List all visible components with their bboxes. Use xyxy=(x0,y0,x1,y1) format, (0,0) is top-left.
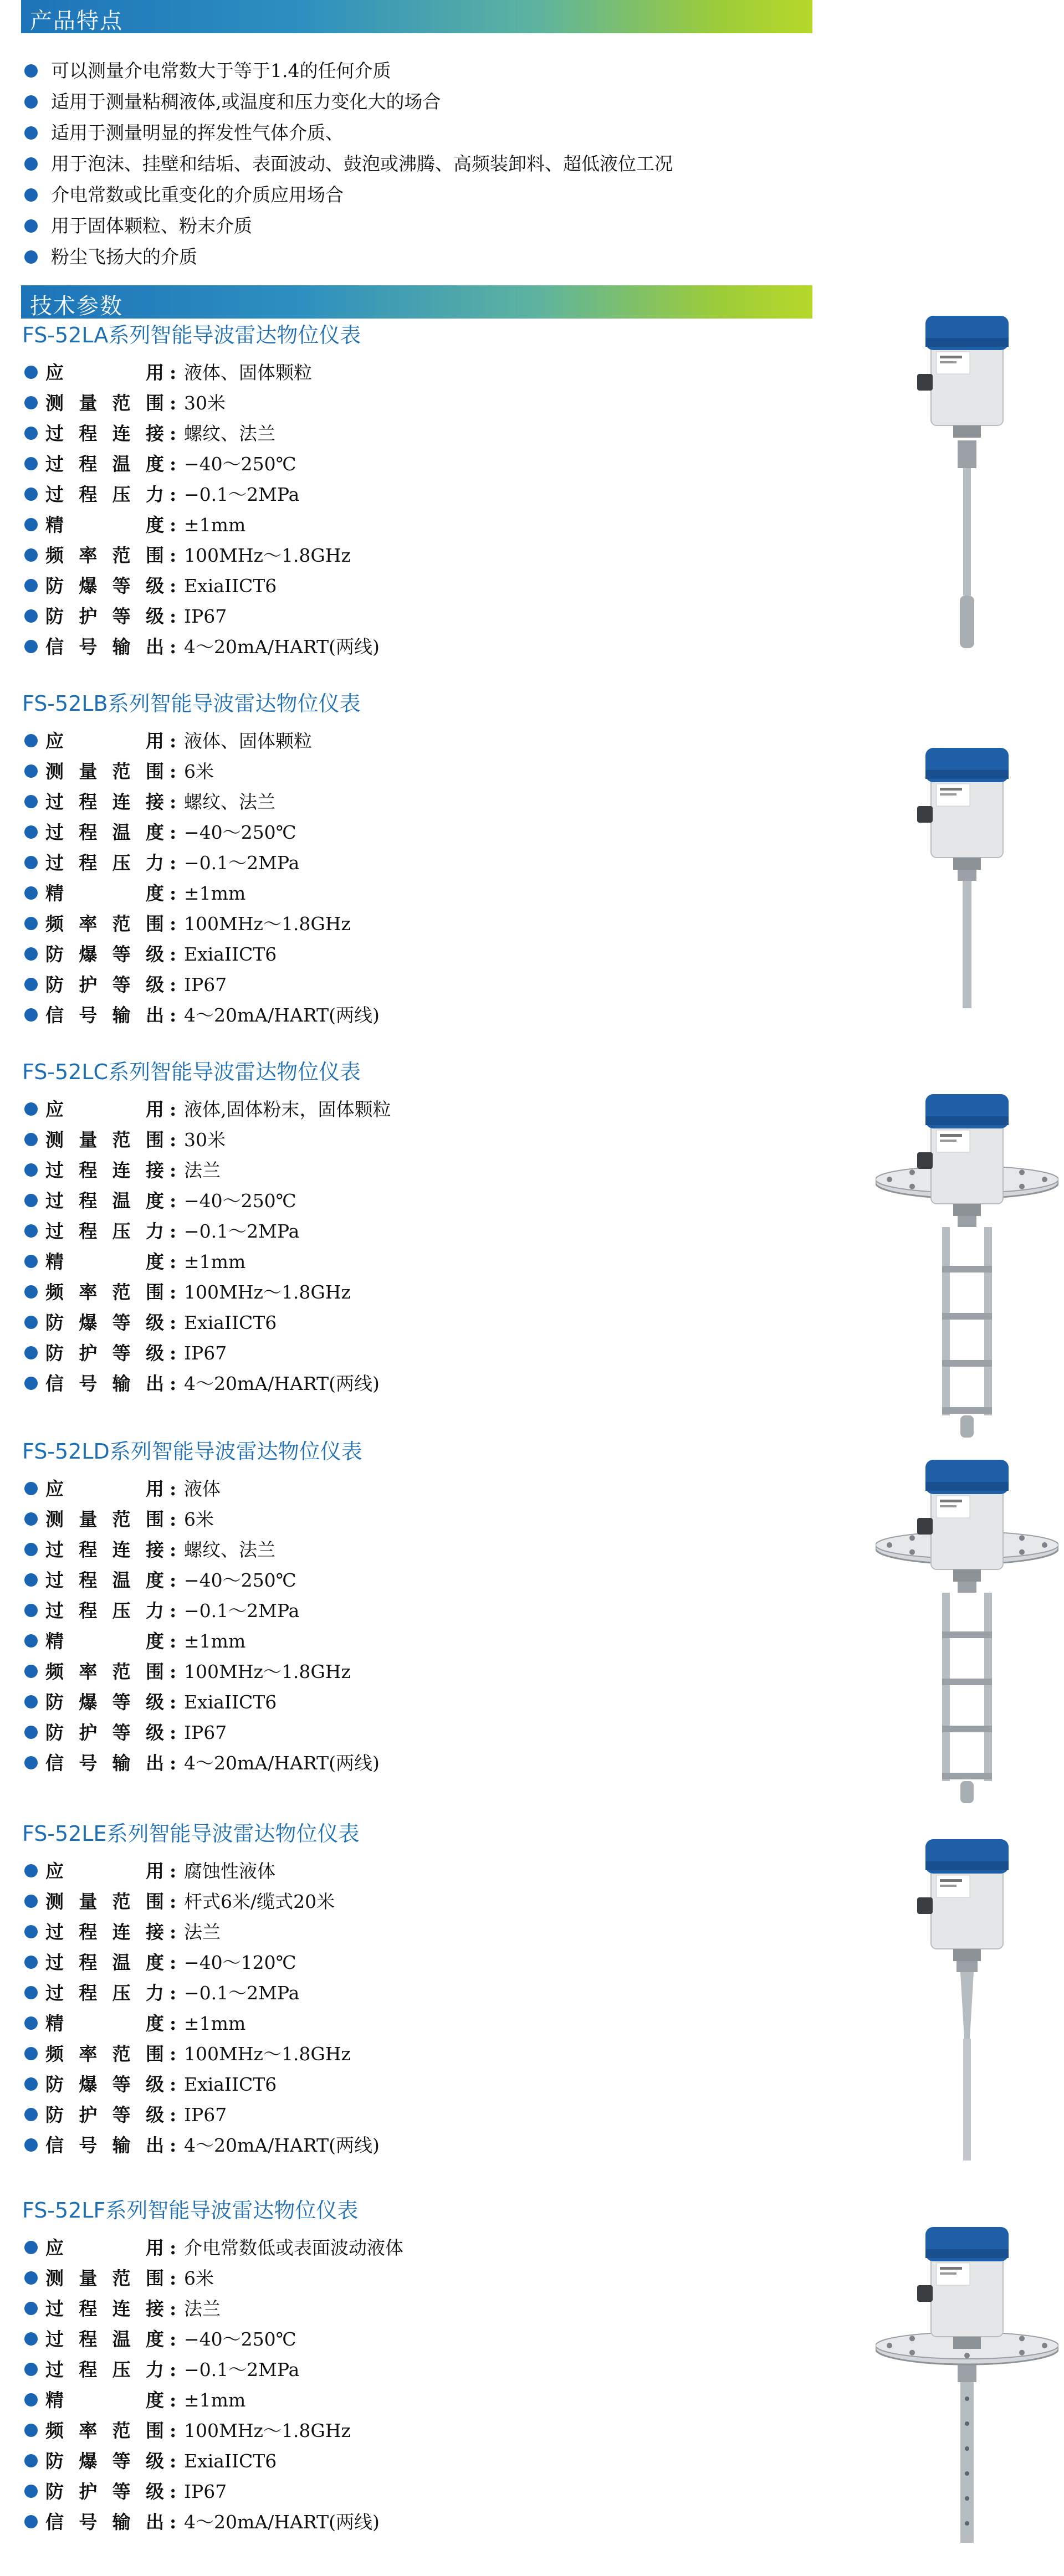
bullet-dot-icon xyxy=(24,1194,38,1207)
spec-label: 过程连接 xyxy=(45,2298,167,2320)
spec-colon: : xyxy=(170,1891,177,1912)
spec-colon: : xyxy=(170,2267,177,2289)
bullet-dot-icon xyxy=(24,1726,38,1739)
spec-value: ±1mm xyxy=(184,2389,246,2411)
spec-label: 过程压力 xyxy=(45,1600,167,1621)
spec-colon: : xyxy=(170,2043,177,2065)
spec-label: 频率范围 xyxy=(45,2420,167,2441)
spec-label: 过程温度 xyxy=(45,822,167,843)
spec-colon: : xyxy=(170,791,177,813)
spec-label: 防护等级 xyxy=(45,605,167,627)
feature-item: 介电常数或比重变化的介质应用场合 xyxy=(22,179,842,211)
spec-colon: : xyxy=(170,1251,177,1272)
spec-value: ±1mm xyxy=(184,2013,246,2034)
bullet-dot-icon xyxy=(24,396,38,409)
bullet-dot-icon xyxy=(24,1482,38,1495)
bullet-dot-icon xyxy=(24,1986,38,1999)
spec-label: 信号输出 xyxy=(45,1373,167,1394)
bullet-dot-icon xyxy=(24,2108,38,2121)
bullet-dot-icon xyxy=(24,947,38,961)
bullet-dot-icon xyxy=(24,2515,38,2528)
bullet-dot-icon xyxy=(24,157,38,171)
spec-colon: : xyxy=(170,1004,177,1026)
spec-colon: : xyxy=(170,943,177,965)
product-title: FS-52LC系列智能导波雷达物位仪表 xyxy=(22,1060,361,1084)
spec-value: −40～250℃ xyxy=(184,822,296,843)
spec-value: 介电常数低或表面波动液体 xyxy=(184,2237,403,2259)
bullet-dot-icon xyxy=(24,1224,38,1238)
spec-colon: : xyxy=(170,636,177,658)
spec-value: −40～250℃ xyxy=(184,453,296,475)
spec-colon: : xyxy=(170,1630,177,1652)
features-heading: 产品特点 xyxy=(30,8,123,34)
spec-label: 信号输出 xyxy=(45,1004,167,1026)
spec-value: 4～20mA/HART(两线) xyxy=(184,636,380,658)
spec-value: ExiaIICT6 xyxy=(184,1312,277,1333)
spec-colon: : xyxy=(170,1129,177,1151)
spec-value: −40～250℃ xyxy=(184,2328,296,2350)
spec-colon: : xyxy=(170,730,177,752)
spec-label: 应 用 xyxy=(45,2237,167,2259)
spec-value: IP67 xyxy=(184,1722,227,1743)
spec-label: 频率范围 xyxy=(45,913,167,935)
spec-value: 100MHz～1.8GHz xyxy=(184,2420,351,2441)
bullet-dot-icon xyxy=(24,917,38,930)
spec-label: 防爆等级 xyxy=(45,1312,167,1333)
spec-value: 液体 xyxy=(184,1478,221,1500)
features-heading-bar xyxy=(21,0,812,33)
spec-value: −0.1～2MPa xyxy=(184,2359,300,2380)
spec-colon: : xyxy=(170,575,177,597)
spec-label: 过程连接 xyxy=(45,1159,167,1181)
spec-colon: : xyxy=(170,1220,177,1242)
spec-label: 过程连接 xyxy=(45,423,167,444)
spec-label: 频率范围 xyxy=(45,1281,167,1303)
bullet-dot-icon xyxy=(24,518,38,531)
spec-label: 过程温度 xyxy=(45,1190,167,1212)
feature-item: 适用于测量粘稠液体,或温度和压力变化大的场合 xyxy=(22,86,842,117)
spec-label: 防爆等级 xyxy=(45,2074,167,2095)
spec-label: 测量范围 xyxy=(45,1891,167,1912)
bullet-dot-icon xyxy=(24,1573,38,1587)
spec-value: 4～20mA/HART(两线) xyxy=(184,1752,380,1774)
bullet-dot-icon xyxy=(24,2271,38,2285)
spec-colon: : xyxy=(170,882,177,904)
bullet-dot-icon xyxy=(24,825,38,839)
bullet-dot-icon xyxy=(24,548,38,562)
spec-colon: : xyxy=(170,761,177,782)
spec-value: ±1mm xyxy=(184,1630,246,1652)
spec-colon: : xyxy=(170,1569,177,1591)
spec-colon: : xyxy=(170,2328,177,2350)
spec-label: 过程压力 xyxy=(45,2359,167,2380)
spec-value: ±1mm xyxy=(184,514,246,536)
bullet-dot-icon xyxy=(24,1008,38,1022)
bullet-dot-icon xyxy=(24,2363,38,2376)
spec-colon: : xyxy=(170,1752,177,1774)
spec-colon: : xyxy=(170,1373,177,1394)
spec-label: 测量范围 xyxy=(45,392,167,414)
spec-label: 测量范围 xyxy=(45,1508,167,1530)
bullet-dot-icon xyxy=(24,764,38,778)
spec-colon: : xyxy=(170,1478,177,1500)
spec-label: 应 用 xyxy=(45,730,167,752)
spec-colon: : xyxy=(170,545,177,566)
spec-colon: : xyxy=(170,913,177,935)
radar-level-meter-icon xyxy=(876,1443,1058,1809)
spec-colon: : xyxy=(170,1921,177,1943)
bullet-dot-icon xyxy=(24,427,38,440)
spec-value: 30米 xyxy=(184,1129,226,1151)
spec-value: 6米 xyxy=(184,761,214,782)
product-title: FS-52LB系列智能导波雷达物位仪表 xyxy=(22,691,361,716)
bullet-dot-icon xyxy=(24,457,38,470)
features-list xyxy=(22,55,842,273)
spec-value: 螺纹、法兰 xyxy=(184,791,275,813)
bullet-dot-icon xyxy=(24,1756,38,1769)
bullet-dot-icon xyxy=(24,2138,38,2152)
spec-label: 应 用 xyxy=(45,1478,167,1500)
spec-value: IP67 xyxy=(184,2481,227,2502)
spec-colon: : xyxy=(170,484,177,505)
spec-label: 信号输出 xyxy=(45,636,167,658)
spec-value: IP67 xyxy=(184,2104,227,2126)
spec-label: 过程压力 xyxy=(45,852,167,874)
bullet-dot-icon xyxy=(24,2016,38,2030)
bullet-dot-icon xyxy=(24,1543,38,1556)
spec-value: −0.1～2MPa xyxy=(184,484,300,505)
spec-label: 过程温度 xyxy=(45,1952,167,1973)
bullet-dot-icon xyxy=(24,1956,38,1969)
spec-label: 过程温度 xyxy=(45,2328,167,2350)
spec-label: 信号输出 xyxy=(45,2511,167,2533)
spec-colon: : xyxy=(170,1691,177,1713)
spec-label: 防护等级 xyxy=(45,1722,167,1743)
spec-label: 精 度 xyxy=(45,1251,167,1272)
bullet-dot-icon xyxy=(24,2047,38,2060)
spec-value: 30米 xyxy=(184,392,226,414)
spec-label: 精 度 xyxy=(45,2013,167,2034)
bullet-dot-icon xyxy=(24,1864,38,1877)
spec-value: ExiaIICT6 xyxy=(184,1691,277,1713)
spec-colon: : xyxy=(170,974,177,995)
spec-value: 100MHz～1.8GHz xyxy=(184,913,351,935)
radar-level-meter-icon xyxy=(876,2210,1058,2576)
bullet-dot-icon xyxy=(24,1665,38,1678)
spec-label: 防护等级 xyxy=(45,2104,167,2126)
feature-item: 用于泡沫、挂壁和结垢、表面波动、鼓泡或沸腾、高频装卸料、超低液位工况 xyxy=(22,148,842,179)
spec-label: 精 度 xyxy=(45,1630,167,1652)
bullet-dot-icon xyxy=(24,1377,38,1390)
spec-value: ExiaIICT6 xyxy=(184,943,277,965)
bullet-dot-icon xyxy=(24,609,38,623)
spec-colon: : xyxy=(170,2074,177,2095)
spec-label: 频率范围 xyxy=(45,1661,167,1682)
spec-value: 杆式6米/缆式20米 xyxy=(184,1891,335,1912)
specs-heading: 技术参数 xyxy=(30,294,123,319)
spec-value: 100MHz～1.8GHz xyxy=(184,2043,351,2065)
spec-colon: : xyxy=(170,1312,177,1333)
spec-value: IP67 xyxy=(184,1342,227,1364)
spec-value: ±1mm xyxy=(184,882,246,904)
bullet-dot-icon xyxy=(24,1163,38,1177)
bullet-dot-icon xyxy=(24,2485,38,2498)
spec-label: 防护等级 xyxy=(45,974,167,995)
bullet-dot-icon xyxy=(24,2332,38,2346)
spec-colon: : xyxy=(170,1508,177,1530)
spec-value: 4～20mA/HART(两线) xyxy=(184,2511,380,2533)
spec-colon: : xyxy=(170,392,177,414)
spec-colon: : xyxy=(170,2298,177,2320)
spec-label: 应 用 xyxy=(45,362,167,383)
spec-colon: : xyxy=(170,362,177,383)
bullet-dot-icon xyxy=(24,1255,38,1268)
spec-value: 100MHz～1.8GHz xyxy=(184,1661,351,1682)
spec-value: 法兰 xyxy=(184,1921,221,1943)
spec-colon: : xyxy=(170,1281,177,1303)
spec-label: 过程压力 xyxy=(45,1982,167,2004)
spec-value: −40～120℃ xyxy=(184,1952,296,1973)
spec-colon: : xyxy=(170,1722,177,1743)
spec-value: ExiaIICT6 xyxy=(184,575,277,597)
spec-label: 测量范围 xyxy=(45,2267,167,2289)
feature-item: 可以测量介电常数大于等于1.4的任何介质 xyxy=(22,55,842,86)
spec-label: 过程温度 xyxy=(45,453,167,475)
spec-colon: : xyxy=(170,2104,177,2126)
bullet-dot-icon xyxy=(24,2454,38,2467)
bullet-dot-icon xyxy=(24,2077,38,2091)
spec-colon: : xyxy=(170,1600,177,1621)
bullet-dot-icon xyxy=(24,1604,38,1617)
feature-item: 粉尘飞扬大的介质 xyxy=(22,242,842,273)
bullet-dot-icon xyxy=(24,2241,38,2254)
bullet-dot-icon xyxy=(24,2302,38,2315)
spec-value: −40～250℃ xyxy=(184,1569,296,1591)
spec-label: 过程压力 xyxy=(45,484,167,505)
spec-label: 测量范围 xyxy=(45,1129,167,1151)
spec-value: −0.1～2MPa xyxy=(184,1600,300,1621)
spec-label: 防护等级 xyxy=(45,1342,167,1364)
spec-colon: : xyxy=(170,1190,177,1212)
bullet-dot-icon xyxy=(24,95,38,109)
spec-colon: : xyxy=(170,453,177,475)
spec-colon: : xyxy=(170,1982,177,2004)
spec-value: 液体、固体颗粒 xyxy=(184,362,312,383)
spec-value: −40～250℃ xyxy=(184,1190,296,1212)
spec-value: 6米 xyxy=(184,1508,214,1530)
spec-label: 防爆等级 xyxy=(45,575,167,597)
bullet-dot-icon xyxy=(24,1512,38,1526)
spec-value: 螺纹、法兰 xyxy=(184,423,275,444)
spec-value: 4～20mA/HART(两线) xyxy=(184,1373,380,1394)
spec-label: 信号输出 xyxy=(45,1752,167,1774)
spec-colon: : xyxy=(170,1539,177,1561)
spec-value: IP67 xyxy=(184,605,227,627)
spec-label: 过程连接 xyxy=(45,1539,167,1561)
bullet-dot-icon xyxy=(24,2424,38,2437)
spec-colon: : xyxy=(170,2013,177,2034)
bullet-dot-icon xyxy=(24,856,38,869)
bullet-dot-icon xyxy=(24,795,38,808)
spec-value: 4～20mA/HART(两线) xyxy=(184,2134,380,2156)
spec-value: ExiaIICT6 xyxy=(184,2450,277,2472)
bullet-dot-icon xyxy=(24,734,38,747)
spec-label: 防爆等级 xyxy=(45,2450,167,2472)
spec-value: ±1mm xyxy=(184,1251,246,1272)
spec-colon: : xyxy=(170,1952,177,1973)
bullet-dot-icon xyxy=(24,886,38,900)
spec-label: 过程连接 xyxy=(45,791,167,813)
bullet-dot-icon xyxy=(24,1695,38,1708)
spec-label: 过程温度 xyxy=(45,1569,167,1591)
bullet-dot-icon xyxy=(24,1102,38,1116)
spec-colon: : xyxy=(170,2134,177,2156)
spec-value: 腐蚀性液体 xyxy=(184,1860,275,1882)
spec-label: 信号输出 xyxy=(45,2134,167,2156)
radar-level-meter-icon xyxy=(876,1077,1058,1443)
bullet-dot-icon xyxy=(24,126,38,140)
bullet-dot-icon xyxy=(24,579,38,592)
bullet-dot-icon xyxy=(24,488,38,501)
spec-value: −0.1～2MPa xyxy=(184,1982,300,2004)
product-title: FS-52LE系列智能导波雷达物位仪表 xyxy=(22,1821,360,1846)
bullet-dot-icon xyxy=(24,1133,38,1146)
spec-value: 液体、固体颗粒 xyxy=(184,730,312,752)
spec-value: −0.1～2MPa xyxy=(184,1220,300,1242)
spec-colon: : xyxy=(170,1860,177,1882)
spec-value: 100MHz～1.8GHz xyxy=(184,1281,351,1303)
spec-colon: : xyxy=(170,514,177,536)
spec-label: 防爆等级 xyxy=(45,1691,167,1713)
spec-colon: : xyxy=(170,1159,177,1181)
spec-value: 4～20mA/HART(两线) xyxy=(184,1004,380,1026)
spec-colon: : xyxy=(170,822,177,843)
spec-value: 螺纹、法兰 xyxy=(184,1539,275,1561)
spec-label: 过程压力 xyxy=(45,1220,167,1242)
spec-label: 频率范围 xyxy=(45,545,167,566)
spec-label: 防护等级 xyxy=(45,2481,167,2502)
spec-colon: : xyxy=(170,1342,177,1364)
bullet-dot-icon xyxy=(24,250,38,264)
bullet-dot-icon xyxy=(24,1285,38,1299)
bullet-dot-icon xyxy=(24,1346,38,1359)
spec-colon: : xyxy=(170,2420,177,2441)
spec-colon: : xyxy=(170,2450,177,2472)
product-title: FS-52LF系列智能导波雷达物位仪表 xyxy=(22,2198,359,2223)
radar-level-meter-icon xyxy=(876,1823,1058,2188)
spec-colon: : xyxy=(170,2237,177,2259)
bullet-dot-icon xyxy=(24,1634,38,1648)
spec-label: 精 度 xyxy=(45,882,167,904)
bullet-dot-icon xyxy=(24,1895,38,1908)
spec-colon: : xyxy=(170,2481,177,2502)
spec-label: 频率范围 xyxy=(45,2043,167,2065)
spec-colon: : xyxy=(170,2389,177,2411)
feature-item: 用于固体颗粒、粉末介质 xyxy=(22,211,842,242)
spec-label: 精 度 xyxy=(45,514,167,536)
spec-label: 应 用 xyxy=(45,1099,167,1120)
spec-colon: : xyxy=(170,1661,177,1682)
radar-level-meter-icon xyxy=(876,731,1058,1097)
bullet-dot-icon xyxy=(24,978,38,991)
spec-label: 测量范围 xyxy=(45,761,167,782)
bullet-dot-icon xyxy=(24,1925,38,1938)
spec-value: ExiaIICT6 xyxy=(184,2074,277,2095)
spec-value: 100MHz～1.8GHz xyxy=(184,545,351,566)
bullet-dot-icon xyxy=(24,1316,38,1329)
feature-item: 适用于测量明显的挥发性气体介质、 xyxy=(22,117,842,148)
specs-heading-bar xyxy=(21,285,812,319)
product-title: FS-52LA系列智能导波雷达物位仪表 xyxy=(22,323,361,347)
spec-colon: : xyxy=(170,423,177,444)
bullet-dot-icon xyxy=(24,64,38,78)
spec-colon: : xyxy=(170,1099,177,1120)
spec-label: 过程连接 xyxy=(45,1921,167,1943)
bullet-dot-icon xyxy=(24,188,38,202)
spec-colon: : xyxy=(170,2359,177,2380)
spec-value: −0.1～2MPa xyxy=(184,852,300,874)
spec-value: 法兰 xyxy=(184,1159,221,1181)
spec-value: 液体,固体粉末，固体颗粒 xyxy=(184,1099,391,1120)
spec-label: 精 度 xyxy=(45,2389,167,2411)
bullet-dot-icon xyxy=(24,2393,38,2406)
bullet-dot-icon xyxy=(24,366,38,379)
bullet-dot-icon xyxy=(24,640,38,653)
spec-value: 6米 xyxy=(184,2267,214,2289)
spec-value: IP67 xyxy=(184,974,227,995)
radar-level-meter-icon xyxy=(876,299,1058,665)
spec-label: 应 用 xyxy=(45,1860,167,1882)
spec-colon: : xyxy=(170,605,177,627)
spec-colon: : xyxy=(170,852,177,874)
spec-colon: : xyxy=(170,2511,177,2533)
spec-value: 法兰 xyxy=(184,2298,221,2320)
product-title: FS-52LD系列智能导波雷达物位仪表 xyxy=(22,1439,362,1464)
bullet-dot-icon xyxy=(24,219,38,233)
spec-label: 防爆等级 xyxy=(45,943,167,965)
